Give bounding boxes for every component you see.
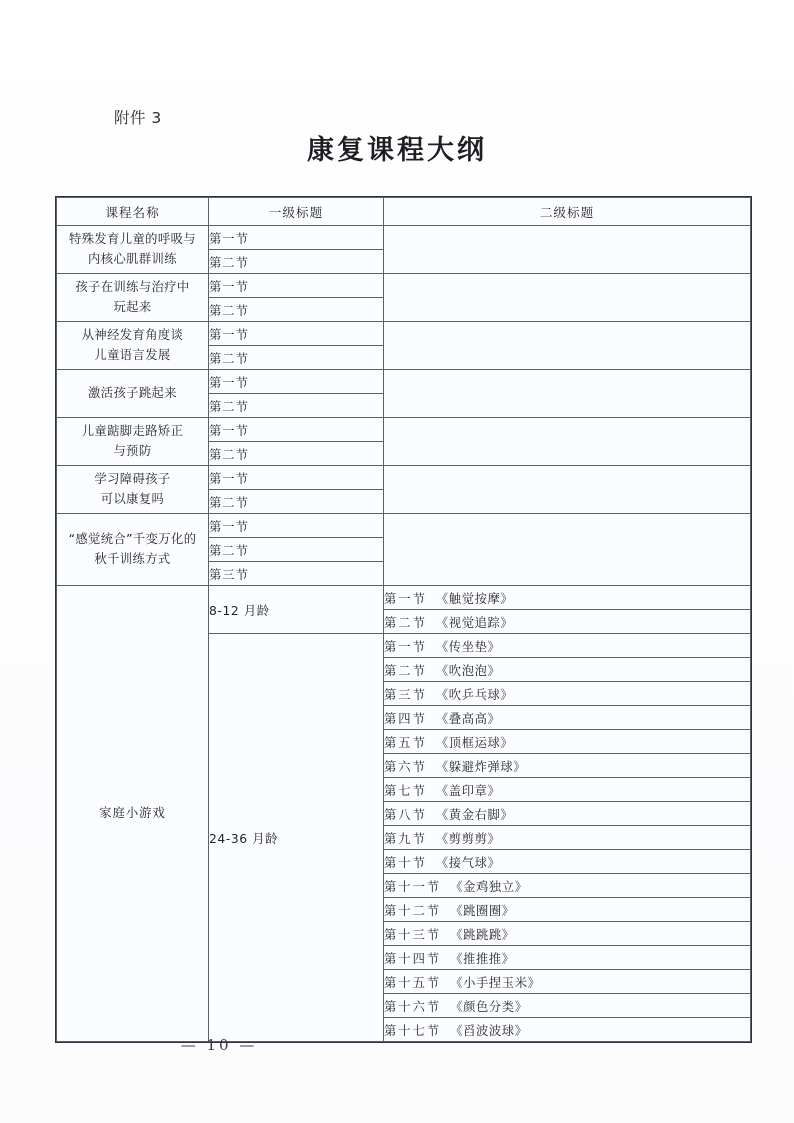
level2-title-cell xyxy=(384,946,751,970)
level2-title-cell xyxy=(384,682,751,706)
curriculum-table-wrapper xyxy=(56,197,750,1042)
course-name-line: 孩子在训练与治疗中 xyxy=(75,280,190,295)
course-name-line: 与预防 xyxy=(113,443,152,458)
column-header-3: 二级标题 xyxy=(384,198,751,226)
level2-title-cell-empty xyxy=(384,226,751,274)
course-name-line: 从神经发育角度谈 xyxy=(81,328,184,343)
course-name-line: 可以康复吗 xyxy=(100,491,165,506)
table-row xyxy=(57,370,751,394)
section-title: 《推推推》 xyxy=(450,951,515,966)
section-title: 《触觉按摩》 xyxy=(435,591,514,606)
section-title: 《黄金右脚》 xyxy=(435,807,514,822)
course-name-cell xyxy=(57,370,209,418)
level2-title-cell xyxy=(384,730,751,754)
course-name-line: 儿童语言发展 xyxy=(94,347,171,362)
level2-title-cell xyxy=(384,994,751,1018)
level2-title-cell xyxy=(384,586,751,610)
table-row xyxy=(57,586,751,610)
section-number: 第一节 xyxy=(384,591,427,606)
section-number: 第十二节 xyxy=(384,903,442,918)
section-title: 《跳圈圈》 xyxy=(450,903,515,918)
section-number: 第十一节 xyxy=(384,879,442,894)
level2-title-cell xyxy=(384,778,751,802)
section-title: 《躲避炸弹球》 xyxy=(435,759,527,774)
course-name-line: 学习障碍孩子 xyxy=(94,472,171,487)
table-row xyxy=(57,274,751,298)
level2-title-cell-empty xyxy=(384,274,751,322)
course-name-cell xyxy=(57,466,209,514)
table-row xyxy=(57,322,751,346)
level1-title-cell: 第二节 xyxy=(209,538,384,562)
course-name-line: 内核心肌群训练 xyxy=(88,251,177,266)
level2-title-cell xyxy=(384,826,751,850)
level2-title-cell-empty xyxy=(384,370,751,418)
section-number: 第十四节 xyxy=(384,951,442,966)
level2-title-cell xyxy=(384,874,751,898)
course-name-cell xyxy=(57,418,209,466)
level2-title-cell xyxy=(384,970,751,994)
section-number: 第二节 xyxy=(384,615,427,630)
section-title: 《颜色分类》 xyxy=(450,999,528,1014)
section-title: 《跳跳跳》 xyxy=(450,927,515,942)
level2-title-cell xyxy=(384,802,751,826)
column-header-1: 课程名称 xyxy=(57,198,209,226)
section-title: 《叠高高》 xyxy=(435,711,501,726)
section-title: 《金鸡独立》 xyxy=(450,879,528,894)
section-number: 第十五节 xyxy=(384,975,442,990)
section-number: 第九节 xyxy=(384,831,427,846)
course-name-cell xyxy=(57,322,209,370)
level1-title-cell: 第二节 xyxy=(209,346,384,370)
section-number: 第十三节 xyxy=(384,927,442,942)
level2-title-cell xyxy=(384,610,751,634)
level1-title-cell: 第二节 xyxy=(209,250,384,274)
section-number: 第六节 xyxy=(384,759,427,774)
course-name-line: 激活孩子跳起来 xyxy=(88,385,177,400)
section-number: 第一节 xyxy=(384,639,427,654)
level2-title-cell-empty xyxy=(384,322,751,370)
section-title: 《接气球》 xyxy=(435,855,501,870)
level1-title-cell: 第二节 xyxy=(209,442,384,466)
age-group-cell: 8-12 月龄 xyxy=(209,586,384,634)
level2-title-cell-empty xyxy=(384,466,751,514)
section-number: 第八节 xyxy=(384,807,427,822)
table-row xyxy=(57,514,751,538)
level2-title-cell xyxy=(384,658,751,682)
level1-title-cell: 第三节 xyxy=(209,562,384,586)
course-name-line: 特殊发育儿童的呼吸与 xyxy=(69,232,196,247)
level2-title-cell xyxy=(384,634,751,658)
level2-title-cell xyxy=(384,922,751,946)
table-row xyxy=(57,466,751,490)
section-title: 《传坐垫》 xyxy=(435,639,501,654)
section-number: 第七节 xyxy=(384,783,427,798)
section-title: 《舀波波球》 xyxy=(450,1023,528,1038)
course-name-cell: 家庭小游戏 xyxy=(57,586,209,1042)
page-number: — 10 — xyxy=(180,1036,258,1054)
level1-title-cell: 第一节 xyxy=(209,514,384,538)
level2-title-cell-empty xyxy=(384,514,751,586)
section-number: 第五节 xyxy=(384,735,427,750)
course-name-cell xyxy=(57,514,209,586)
level1-title-cell: 第二节 xyxy=(209,394,384,418)
section-number: 第十节 xyxy=(384,855,427,870)
course-name-line: 儿童踮脚走路矫正 xyxy=(81,424,184,439)
level2-title-cell xyxy=(384,706,751,730)
table-row xyxy=(57,418,751,442)
age-group-cell: 24-36 月龄 xyxy=(209,634,384,1042)
section-number: 第十七节 xyxy=(384,1023,442,1038)
course-name-line: 玩起来 xyxy=(113,299,152,314)
page-title: 康复课程大纲 xyxy=(307,135,487,166)
level1-title-cell: 第一节 xyxy=(209,466,384,490)
section-title: 《剪剪剪》 xyxy=(435,831,501,846)
section-number: 第十六节 xyxy=(384,999,442,1014)
course-name-line: “感觉统合”千变万化的 xyxy=(68,532,197,547)
level2-title-cell-empty xyxy=(384,418,751,466)
section-title: 《吹乒乓球》 xyxy=(435,687,514,702)
curriculum-table xyxy=(56,197,751,1042)
course-name-cell xyxy=(57,274,209,322)
section-title: 《视觉追踪》 xyxy=(435,615,514,630)
section-title: 《顶框运球》 xyxy=(435,735,514,750)
level2-title-cell xyxy=(384,850,751,874)
column-header-2: 一级标题 xyxy=(209,198,384,226)
level2-title-cell xyxy=(384,754,751,778)
section-number: 第四节 xyxy=(384,711,427,726)
table-row xyxy=(57,226,751,250)
course-name-cell xyxy=(57,226,209,274)
level1-title-cell: 第一节 xyxy=(209,226,384,250)
section-title: 《盖印章》 xyxy=(435,783,501,798)
table-header-row xyxy=(57,198,751,226)
level1-title-cell: 第一节 xyxy=(209,274,384,298)
level1-title-cell: 第一节 xyxy=(209,418,384,442)
section-number: 第三节 xyxy=(384,687,427,702)
section-number: 第二节 xyxy=(384,663,427,678)
level1-title-cell: 第二节 xyxy=(209,490,384,514)
level1-title-cell: 第一节 xyxy=(209,370,384,394)
section-title: 《小手捏玉米》 xyxy=(450,975,541,990)
level2-title-cell xyxy=(384,898,751,922)
attachment-label: 附件 3 xyxy=(114,109,162,127)
level1-title-cell: 第二节 xyxy=(209,298,384,322)
level1-title-cell: 第一节 xyxy=(209,322,384,346)
course-name-line: 秋千训练方式 xyxy=(94,551,171,566)
section-title: 《吹泡泡》 xyxy=(435,663,501,678)
